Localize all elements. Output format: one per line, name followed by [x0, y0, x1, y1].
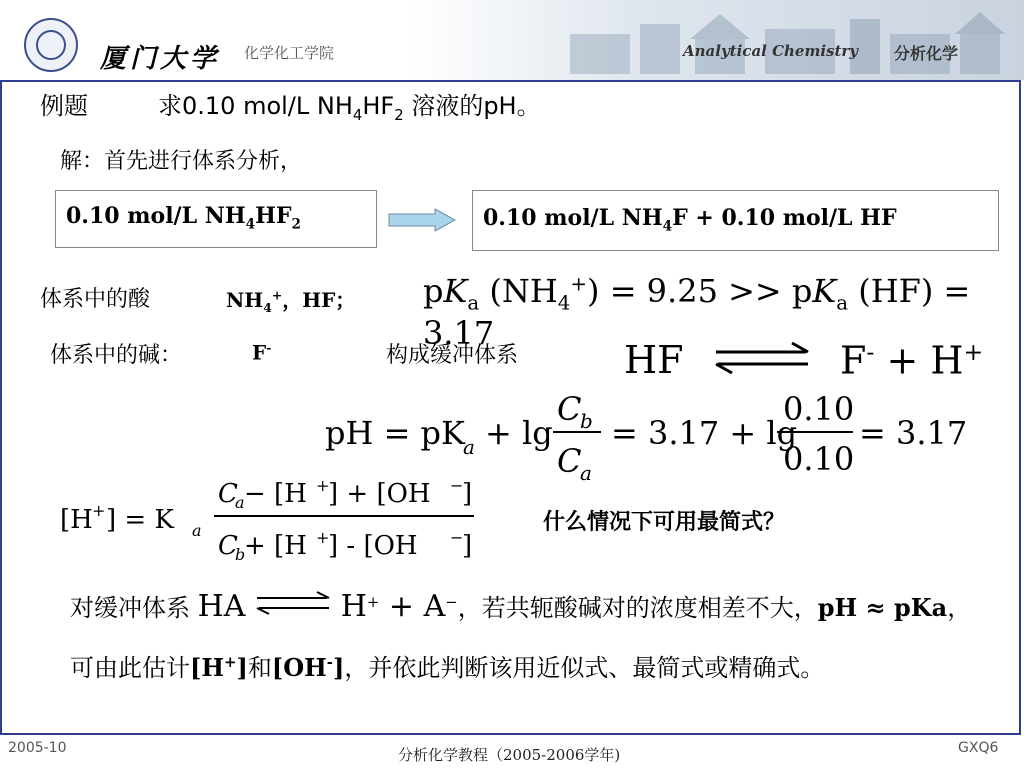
equilibrium-reactant: HF [624, 338, 684, 382]
campus-skyline-image [550, 4, 1020, 76]
svg-text:+: + [316, 476, 330, 495]
svg-text:a: a [235, 493, 245, 512]
svg-text:a: a [192, 521, 202, 540]
ph-calculation-equation [325, 392, 975, 482]
svg-text:] = K: ] = K [106, 505, 174, 535]
footer-course: 分析化学教程（2005-2006学年) [398, 746, 621, 764]
svg-text:]: ] [462, 479, 473, 509]
equilibrium-arrows-small-icon [253, 584, 333, 636]
simplest-formula-question: 什么情况下可用最简式？ [543, 509, 786, 535]
svg-text:C: C [218, 479, 238, 509]
equilibrium-products: F- + H+ [840, 338, 984, 383]
svg-text:−: − [450, 528, 464, 547]
buffer-label: 构成缓冲体系 [386, 343, 519, 368]
svg-text:= 3.17: = 3.17 [859, 414, 968, 452]
svg-text:a: a [580, 461, 592, 482]
right-arrow-icon [387, 208, 457, 232]
solution-box-equivalent: 0.10 mol/L $NH_4F + 0.10$ mol/L HF [472, 190, 999, 251]
svg-text:0.10: 0.10 [783, 392, 855, 428]
svg-text:] + [OH: ] + [OH [328, 479, 431, 509]
university-seal-logo [24, 18, 78, 72]
pka-comparison-equation: $pK_a$ $(NH_4^+) = 9.25 >> pK_a$ (HF) = 3.17 [423, 272, 971, 353]
h-concentration-equation [58, 474, 498, 566]
svg-text:− [H: − [H [244, 479, 307, 509]
problem-label: 例题 [40, 92, 88, 120]
solution-intro: 解：首先进行体系分析， [60, 149, 303, 174]
college-name: 化学化工学院 [244, 44, 335, 62]
svg-text:] - [OH: ] - [OH [328, 531, 418, 561]
svg-text:+ [H: + [H [244, 531, 307, 561]
svg-text:0.10: 0.10 [783, 440, 855, 478]
svg-text:−: − [450, 476, 464, 495]
svg-text:= 3.17 + lg: = 3.17 + lg [611, 414, 798, 452]
svg-text:C: C [218, 531, 238, 561]
svg-text:pH = pK: pH = pK [325, 414, 465, 452]
svg-text:C: C [557, 442, 582, 480]
course-name-en: Analytical Chemistry [683, 42, 859, 60]
footer-date: 2005-10 [8, 740, 67, 756]
acids-label: 体系中的酸 [40, 287, 151, 312]
svg-text:]: ] [462, 531, 473, 561]
bases-species: F- [252, 340, 272, 365]
footer-code: GXQ6 [958, 740, 999, 756]
equilibrium-arrows-icon [712, 340, 812, 376]
bases-label: 体系中的碱： [50, 343, 183, 368]
svg-text:+: + [316, 528, 330, 547]
problem-statement: 求0.10 mol/L $NH_4HF_2$ 溶液的pH。 [158, 92, 541, 124]
svg-text:C: C [557, 392, 582, 428]
buffer-explanation-paragraph: 对缓冲体系 HA H+ + A−，若共轭酸碱对的浓度相差不大，pH ≈ pKa，可由此估计[H+]和[OH-]，并依此判断该用近似式、最简式或精确式。 [70, 576, 990, 694]
svg-text:b: b [235, 545, 246, 564]
svg-text:[H: [H [60, 505, 93, 535]
university-name: 厦门大学 [100, 44, 221, 74]
course-name-cn: 分析化学 [894, 44, 959, 63]
svg-text:+: + [92, 501, 106, 520]
acids-species: $NH_4^+$，HF； [226, 287, 356, 315]
svg-text:b: b [580, 409, 593, 433]
svg-text:a: a [463, 435, 475, 459]
svg-text:+ lg: + lg [485, 414, 553, 452]
solution-box-original: 0.10 mol/L $NH_4HF_2$ [55, 190, 377, 248]
